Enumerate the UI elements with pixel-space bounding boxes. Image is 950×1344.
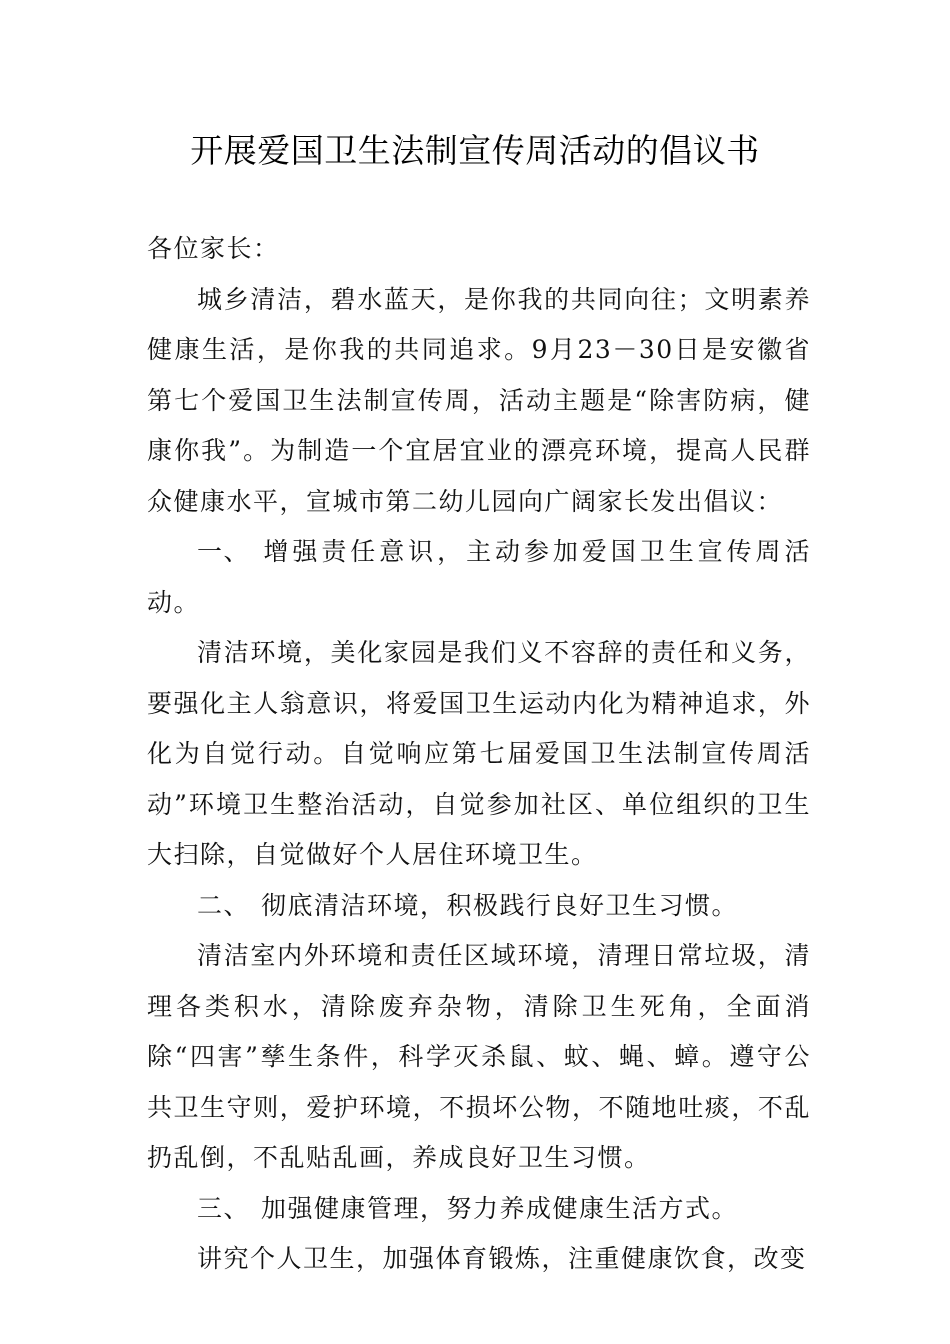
section-heading-text-2: 彻底清洁环境，积极践行良好卫生习惯。 (261, 890, 739, 920)
salutation: 各位家长： (147, 234, 280, 263)
document-body (147, 224, 811, 1285)
section-heading-text-1: 增强责任意识，主动参加爱国卫生宣传周活动。 (147, 537, 811, 617)
section-paragraph-1: 清洁环境，美化家园是我们义不容辞的责任和义务，要强化主人翁意识，将爱国卫生运动内化为精神追求，外化为自觉行动。自觉响应第七届爱国卫生法制宣传周活动”环境卫生整治活动，自觉参加社区、单位组织的卫生大扫除，自觉做好个人居住环境卫生。 (147, 638, 811, 869)
section-heading-2 (147, 881, 811, 932)
intro-paragraph: 城乡清洁，碧水蓝天，是你我的共同向往；文明素养健康生活，是你我的共同追求。9月23－30日是安徽省第七个爱国卫生法制宣传周，活动主题是“除害防病，健康你我”。为制造一个宜居宜业的漂亮环境，提高人民群众健康水平，宣城市第二幼儿园向广阔家长发出倡议： (147, 284, 811, 516)
section-number-1: 一、 (197, 537, 251, 566)
section-number-3: 三、 (197, 1193, 251, 1223)
document-title: 开展爱国卫生法制宣传周活动的倡议书 (190, 131, 760, 170)
section-heading-3 (147, 1184, 811, 1235)
section-heading-1 (147, 527, 811, 628)
section-paragraph-2: 清洁室内外环境和责任区域环境，清理日常垃圾，清理各类积水，清除废弃杂物，清除卫生死角，全面消除“四害”孳生条件，科学灭杀鼠、蚊、蝇、蟑。遵守公共卫生守则，爱护环境，不损坏公物，不随地吐痰，不乱扔乱倒，不乱贴乱画，养成良好卫生习惯。 (147, 941, 811, 1172)
section-paragraph-3: 讲究个人卫生，加强体育锻炼，注重健康饮食，改变 (197, 1244, 807, 1273)
section-number-2: 二、 (197, 890, 251, 920)
section-heading-text-3: 加强健康管理，努力养成健康生活方式。 (261, 1193, 739, 1223)
